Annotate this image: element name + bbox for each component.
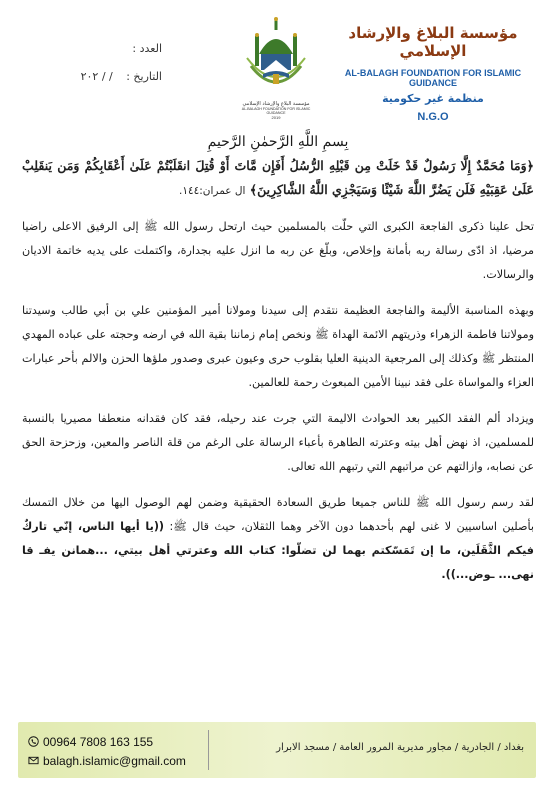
org-name-arabic: مؤسسة البلاغ والإرشاد الإسلامي <box>348 24 518 60</box>
email-row <box>28 751 186 770</box>
reference-block <box>22 42 162 98</box>
footer-band <box>18 722 536 778</box>
paragraph-3: ويزداد ألم الفقد الكبير بعد الحوادث الاليمة التي جرت عند رحيله، فقد كان فقدانه منعطفا مصيريا بالنسبة للمسلمين، اذ نهض أهل بيته وعترته الطاهرة بأعباء الرسالة على الرغم من قلة الناصر والمعين، وزحزحة الحق عن نصابه، وازالتهم عن مراتبهم التي رتبهم الله تعالى. <box>22 412 534 473</box>
footer-divider <box>208 730 209 770</box>
ngo-label-english: N.G.O <box>417 111 449 123</box>
email-address[interactable]: balagh.islamic@gmail.com <box>43 753 186 768</box>
ngo-label-arabic: منظمة غير حكومية <box>382 92 484 105</box>
verse-text: ﴿وَمَا مُحَمَّدٌ إِلَّا رَسُولٌ قَدْ خَلَتْ مِن قَبْلِهِ الرُّسُلُ أَفَإِن مَّاتَ أَوْ قُتِلَ انقَلَبْتُمْ عَلَىٰ أَعْقَابِكُمْ وَمَن يَنقَلِبْ عَلَىٰ عَقِبَيْهِ فَلَن يَضُرَّ اللَّهَ شَيْئًا وَسَيَجْزِي اللَّهُ الشَّاكِرِينَ﴾ <box>22 158 534 197</box>
basmala: بِسمِ اللَّهِ الرَّحمٰنِ الرَّحيمِ <box>207 134 349 150</box>
logo-year: 2019 <box>271 115 281 120</box>
letterhead <box>0 0 552 128</box>
verse-citation: ال عمران:١٤٤. <box>178 185 246 197</box>
org-name-english: AL-BALAGH FOUNDATION FOR ISLAMIC GUIDANCE <box>344 68 522 88</box>
logo-caption-arabic: مؤسسة البلاغ والإرشاد الإسلامي <box>242 101 310 107</box>
phone-row <box>28 732 186 751</box>
number-label: العدد : <box>132 42 162 55</box>
org-title-block <box>328 24 538 123</box>
paragraph-2: وبهذه المناسبة الأليمة والفاجعة العظيمة نتقدم إلى سيدنا ومولانا أمير المؤمنين علي بن أبي طالب وسيدتنا ومولاتنا فاطمة الزهراء وذريتهم الائمة الهداة ﷺ ونخص إمام زماننا بقية الله في ارضه وحجته على عباده المهدي المنتظر ﷺ وكذلك إلى المرجعية الدينية العليا بقلوب حرى وعيون عبرى وصدور ملؤها الحزن والالم بأحر عبارات العزاء والمواساة على فقد نبينا الأمين المبعوث رحمة للعالمين. <box>22 304 534 389</box>
letter-body <box>22 134 534 587</box>
quran-verse <box>22 154 534 203</box>
date-row <box>22 70 162 98</box>
address: بغداد / الجادرية / مجاور مديرية المرور العامة / مسجد الابرار <box>276 742 524 753</box>
phone-icon <box>28 736 39 747</box>
paragraph-4-text: لقد رسم رسول الله ﷺ للناس جميعا طريق السعادة الحقيقية وضمن لهم الوصول اليها من خلال التمسك بأصلين اساسيين لا غنى لهم بأحدهما دون الآخر وهما الثقلان، حيث قال ﷺ: <box>22 496 535 533</box>
paragraph-1: تحل علينا ذكرى الفاجعة الكبرى التي حلّت بالمسلمين حيث ارتحل رسول الله ﷺ إلى الرفيق الاعلى راضيا مرضيا، اذ ادّى رسالة ربه بأمانة وإخلاص، وبلّغ عن ربه ما انزل عليه بجدارة، واكتملت على يديه خاتمة الاديان والرسالات. <box>22 220 534 281</box>
number-row <box>22 42 162 70</box>
date-label: التاريخ : <box>126 70 162 83</box>
logo-caption-english: AL-BALAGH FOUNDATION FOR ISLAMIC GUIDANCE <box>241 107 311 115</box>
phone-number: 00964 7808 163 155 <box>43 734 154 749</box>
date-value: / / ٢٠٢ <box>80 70 113 83</box>
paragraph-4 <box>22 491 534 587</box>
contact-block <box>28 732 186 770</box>
mosque-logo-icon <box>239 14 313 100</box>
email-icon <box>28 755 39 766</box>
org-logo <box>233 14 319 126</box>
hadith-quote: ((يا أيها الناس، إنّي تاركٌ فيكم الثَّقَلَين، ما إن تَمَسّكتم بهما لن تضلّوا: كتاب الله وعترتي أهل بيتي، ...همانن يفـ قا نهى... ـوض...)). <box>22 520 534 581</box>
